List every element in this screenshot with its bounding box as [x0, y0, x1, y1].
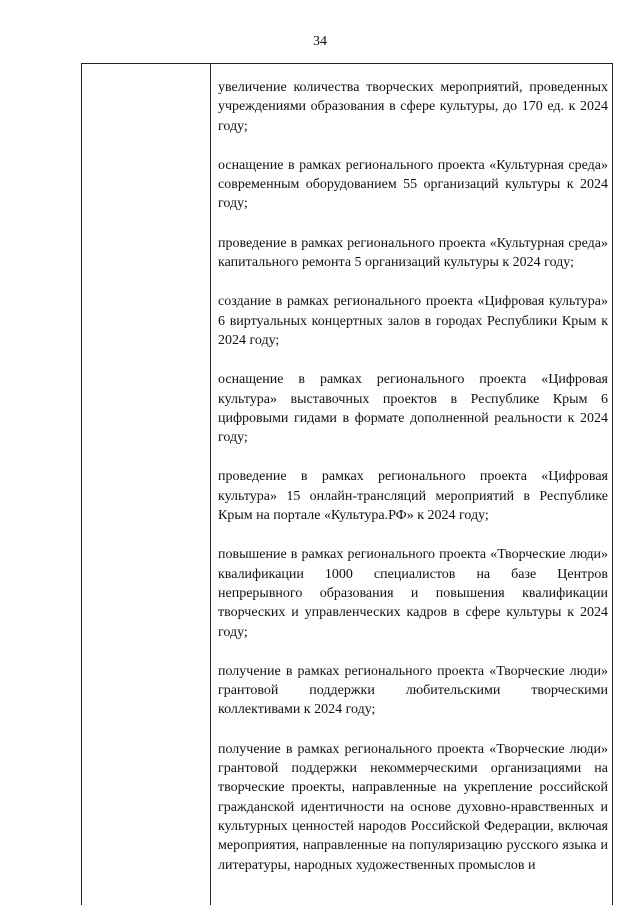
table-column-divider	[210, 64, 211, 905]
list-item: оснащение в рамках регионального проекта «Культурная среда» современным оборудованием 55 организаций культуры к 2024 году;	[218, 157, 608, 212]
list-item: проведение в рамках регионального проекта «Цифровая культура» 15 онлайн-трансляций мероприятий в Республике Крым на портале «Культура.РФ» к 2024 году;	[218, 469, 608, 524]
list-item: увеличение количества творческих мероприятий, проведенных учреждениями образования в сфере культуры, до 170 ед. к 2024 году;	[218, 80, 608, 134]
document-table	[81, 63, 613, 905]
list-item: получение в рамках регионального проекта «Творческие люди» грантовой поддержки некоммерческими организациями на творческие проекты, направленные на укрепление российской гражданской идентичности на основе духовно-нравственных и культурных ценностей народов Российской Федерации, включая мероприятия, направленные на популяризацию русского языка и литературы, народных художественных промыслов и	[218, 741, 608, 873]
table-right-cell	[218, 78, 608, 895]
list-item: повышение в рамках регионального проекта «Творческие люди» квалификации 1000 специалистов на базе Центров непрерывного образования и повышения квалификации творческих и управленческих кадров в сфере культуры к 2024 году;	[218, 547, 608, 640]
page-number: 34	[313, 34, 327, 49]
list-item: создание в рамках регионального проекта «Цифровая культура» 6 виртуальных концертных залов в городах Республики Крым к 2024 году;	[218, 294, 608, 348]
list-item: проведение в рамках регионального проекта «Культурная среда» капитального ремонта 5 организаций культуры к 2024 году;	[218, 235, 608, 271]
table-left-cell	[82, 64, 210, 905]
list-item: оснащение в рамках регионального проекта «Цифровая культура» выставочных проектов в Республике Крым 6 цифровыми гидами в формате дополненной реальности к 2024 году;	[218, 372, 608, 446]
list-item: получение в рамках регионального проекта «Творческие люди» грантовой поддержки любительскими творческими коллективами к 2024 году;	[218, 663, 608, 718]
